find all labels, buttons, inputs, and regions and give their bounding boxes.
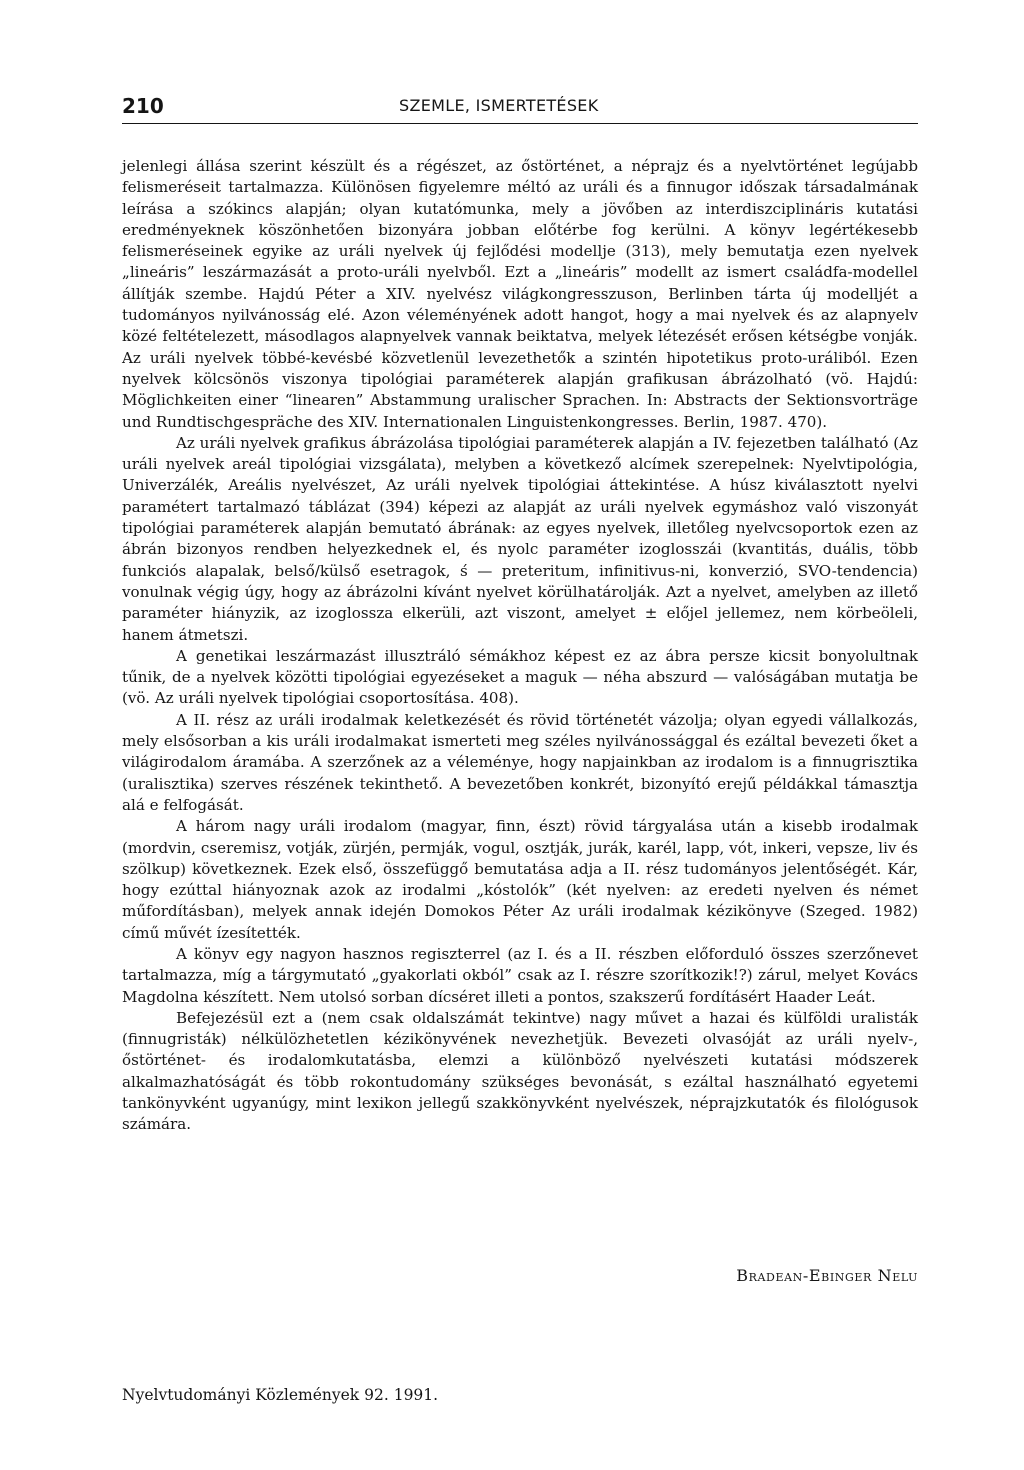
body-text bbox=[122, 156, 918, 1136]
page-header bbox=[122, 92, 920, 122]
paragraph-2: Az uráli nyelvek grafikus ábrázolása tipológiai paraméterek alapján a IV. fejezetben található (Az uráli nyelvek areál tipológiai vizsgálata), melyben a következő alcímek szerepelnek: Nyelvtipológia, Univerzálék, Areális nyelvészet, Az uráli nyelvek tipológiai áttekintése. A húsz kiválasztott nyelvi paramétert tartalmazó táblázat (394) képezi az alapját az uráli nyelvek egymáshoz való viszonyát tipológiai paraméterek alapján bemutató ábrának: az egyes nyelvek, illetőleg nyelvcsoportok ezen az ábrán bizonyos rendben helyezkednek el, és nyolc paraméter izoglosszái (kvantitás, duális, több funkciós alapalak, belső/külső esetragok, ś — preteritum, infinitivus-ni, konverzió, SVO-tendencia) vonulnak végig úgy, hogy az ábrázolni kívánt nyelvet körülhatárolják. Azt a nyelvet, amelyben az illető paraméter hiányzik, az izoglossza elkerüli, azt viszont, amelyet ± előjel jellemez, nem körbeöleli, hanem átmetszi. bbox=[122, 433, 918, 644]
paragraph-4: A II. rész az uráli irodalmak keletkezését és rövid történetét vázolja; olyan egyedi vállalkozás, mely elsősorban a kis uráli irodalmakat ismerteti meg széles nyilvánossággal és ezáltal bevezeti őket a világirodalom áramába. A szerzőnek az a véleménye, hogy napjainkban az irodalom is a finnugrisztika (uralisztika) szerves részének tekinthető. A bevezetőben konkrét, bizonyító erejű példákkal támasztja alá e felfogását. bbox=[122, 710, 918, 814]
paragraph-7: Befejezésül ezt a (nem csak oldalszámát tekintve) nagy művet a hazai és külföldi uralisták (finnugristák) nélkülözhetetlen kézikönyvének nevezhetjük. Bevezeti olvasóját az uráli nyelv-, őstörténet- és irodalomkutatásba, elemzi a különböző nyelvészeti kutatási módszerek alkalmazhatóságát és több rokontudomány szükséges bevonását, s ezáltal használható egyetemi tankönyvként ugyanúgy, mint lexikon jellegű szakkönyvként nyelvészek, néprajzkutatók és filológusok számára. bbox=[122, 1008, 918, 1134]
paragraph-6: A könyv egy nagyon hasznos regiszterrel (az I. és a II. részben előforduló összes szerzőnevet tartalmazza, míg a tárgymutató „gyakorlati okból” csak az I. részre szorítkozik!?) zárul, melyet Kovács Magdolna készített. Nem utolsó sorban dícséret illeti a pontos, szakszerű fordításért Haader Leát. bbox=[122, 944, 918, 1006]
paragraph-1: jelenlegi állása szerint készült és a régészet, az őstörténet, a néprajz és a nyelvtörténet legújabb felismeréseit tartalmazza. Különösen figyelemre méltó az uráli és a finnugor időszak társadalmának leírása a szókincs alapján; olyan kutatómunka, mely a jövőben az interdiszciplináris kutatási eredményeknek köszönhetően bizonyára jobban előtérbe fog kerülni. A könyv legértékesebb felismeréseinek egyike az uráli nyelvek új fejlődési modellje (313), mely bemutatja ezen nyelvek „lineáris” leszármazását a proto-uráli nyelvből. Ezt a „lineáris” modellt az ismert családfa-modellel állítják szembe. Hajdú Péter a XIV. nyelvész világkongresszuson, Berlinben tárta új modelljét a tudományos nyilvánosság elé. Azon véleményének adott hangot, hogy a mai nyelvek és az alapnyelv közé feltételezett, másodlagos alapnyelvek vannak beiktatva, melyek létezését erősen kétségbe vonják. Az uráli nyelvek többé-kevésbé közvetlenül levezethetők a szintén hipotetikus proto-uráliból. Ezen nyelvek kölcsönös viszonya tipológiai paraméterek alapján grafikusan ábrázolható (vö. Hajdú: Möglichkeiten einer “linearen” Abstammung uralischer Sprachen. In: Abstracts der Sektionsvorträge und Rundtischgespräche des XIV. Internationalen Linguistenkongresses. Berlin, 1987. 470). bbox=[122, 157, 918, 431]
paragraph-5: A három nagy uráli irodalom (magyar, finn, észt) rövid tárgyalása után a kisebb irodalmak (mordvin, cseremisz, votják, zürjén, permják, vogul, osztják, jurák, karél, lapp, vót, inkeri, vepsze, liv és szölkup) következnek. Ezek első, összefüggő bemutatása adja a II. rész tudományos jelentőségét. Kár, hogy ezúttal hiányoznak azok az irodalmi „kóstolók” (két nyelven: az eredeti nyelven és német műfordításban), melyek annak idején Domokos Péter Az uráli irodalmak kézikönyve (Szeged. 1982) című művét ízesítették. bbox=[122, 817, 918, 942]
header-rule bbox=[122, 123, 918, 124]
page-footer: Nyelvtudományi Közlemények 92. 1991. bbox=[122, 1386, 439, 1404]
running-head: SZEMLE, ISMERTETÉSEK bbox=[399, 96, 599, 115]
page-number: 210 bbox=[122, 94, 164, 118]
paragraph-3: A genetikai leszármazást illusztráló sémákhoz képest ez az ábra persze kicsit bonyolultnak tűnik, de a nyelvek közötti tipológiai egyezéseket a maguk — néha abszurd — valóságában mutatja be (vö. Az uráli nyelvek tipológiai csoportosítása. 408). bbox=[122, 646, 918, 708]
author-signature: Bradean-Ebinger Nelu bbox=[736, 1266, 918, 1285]
